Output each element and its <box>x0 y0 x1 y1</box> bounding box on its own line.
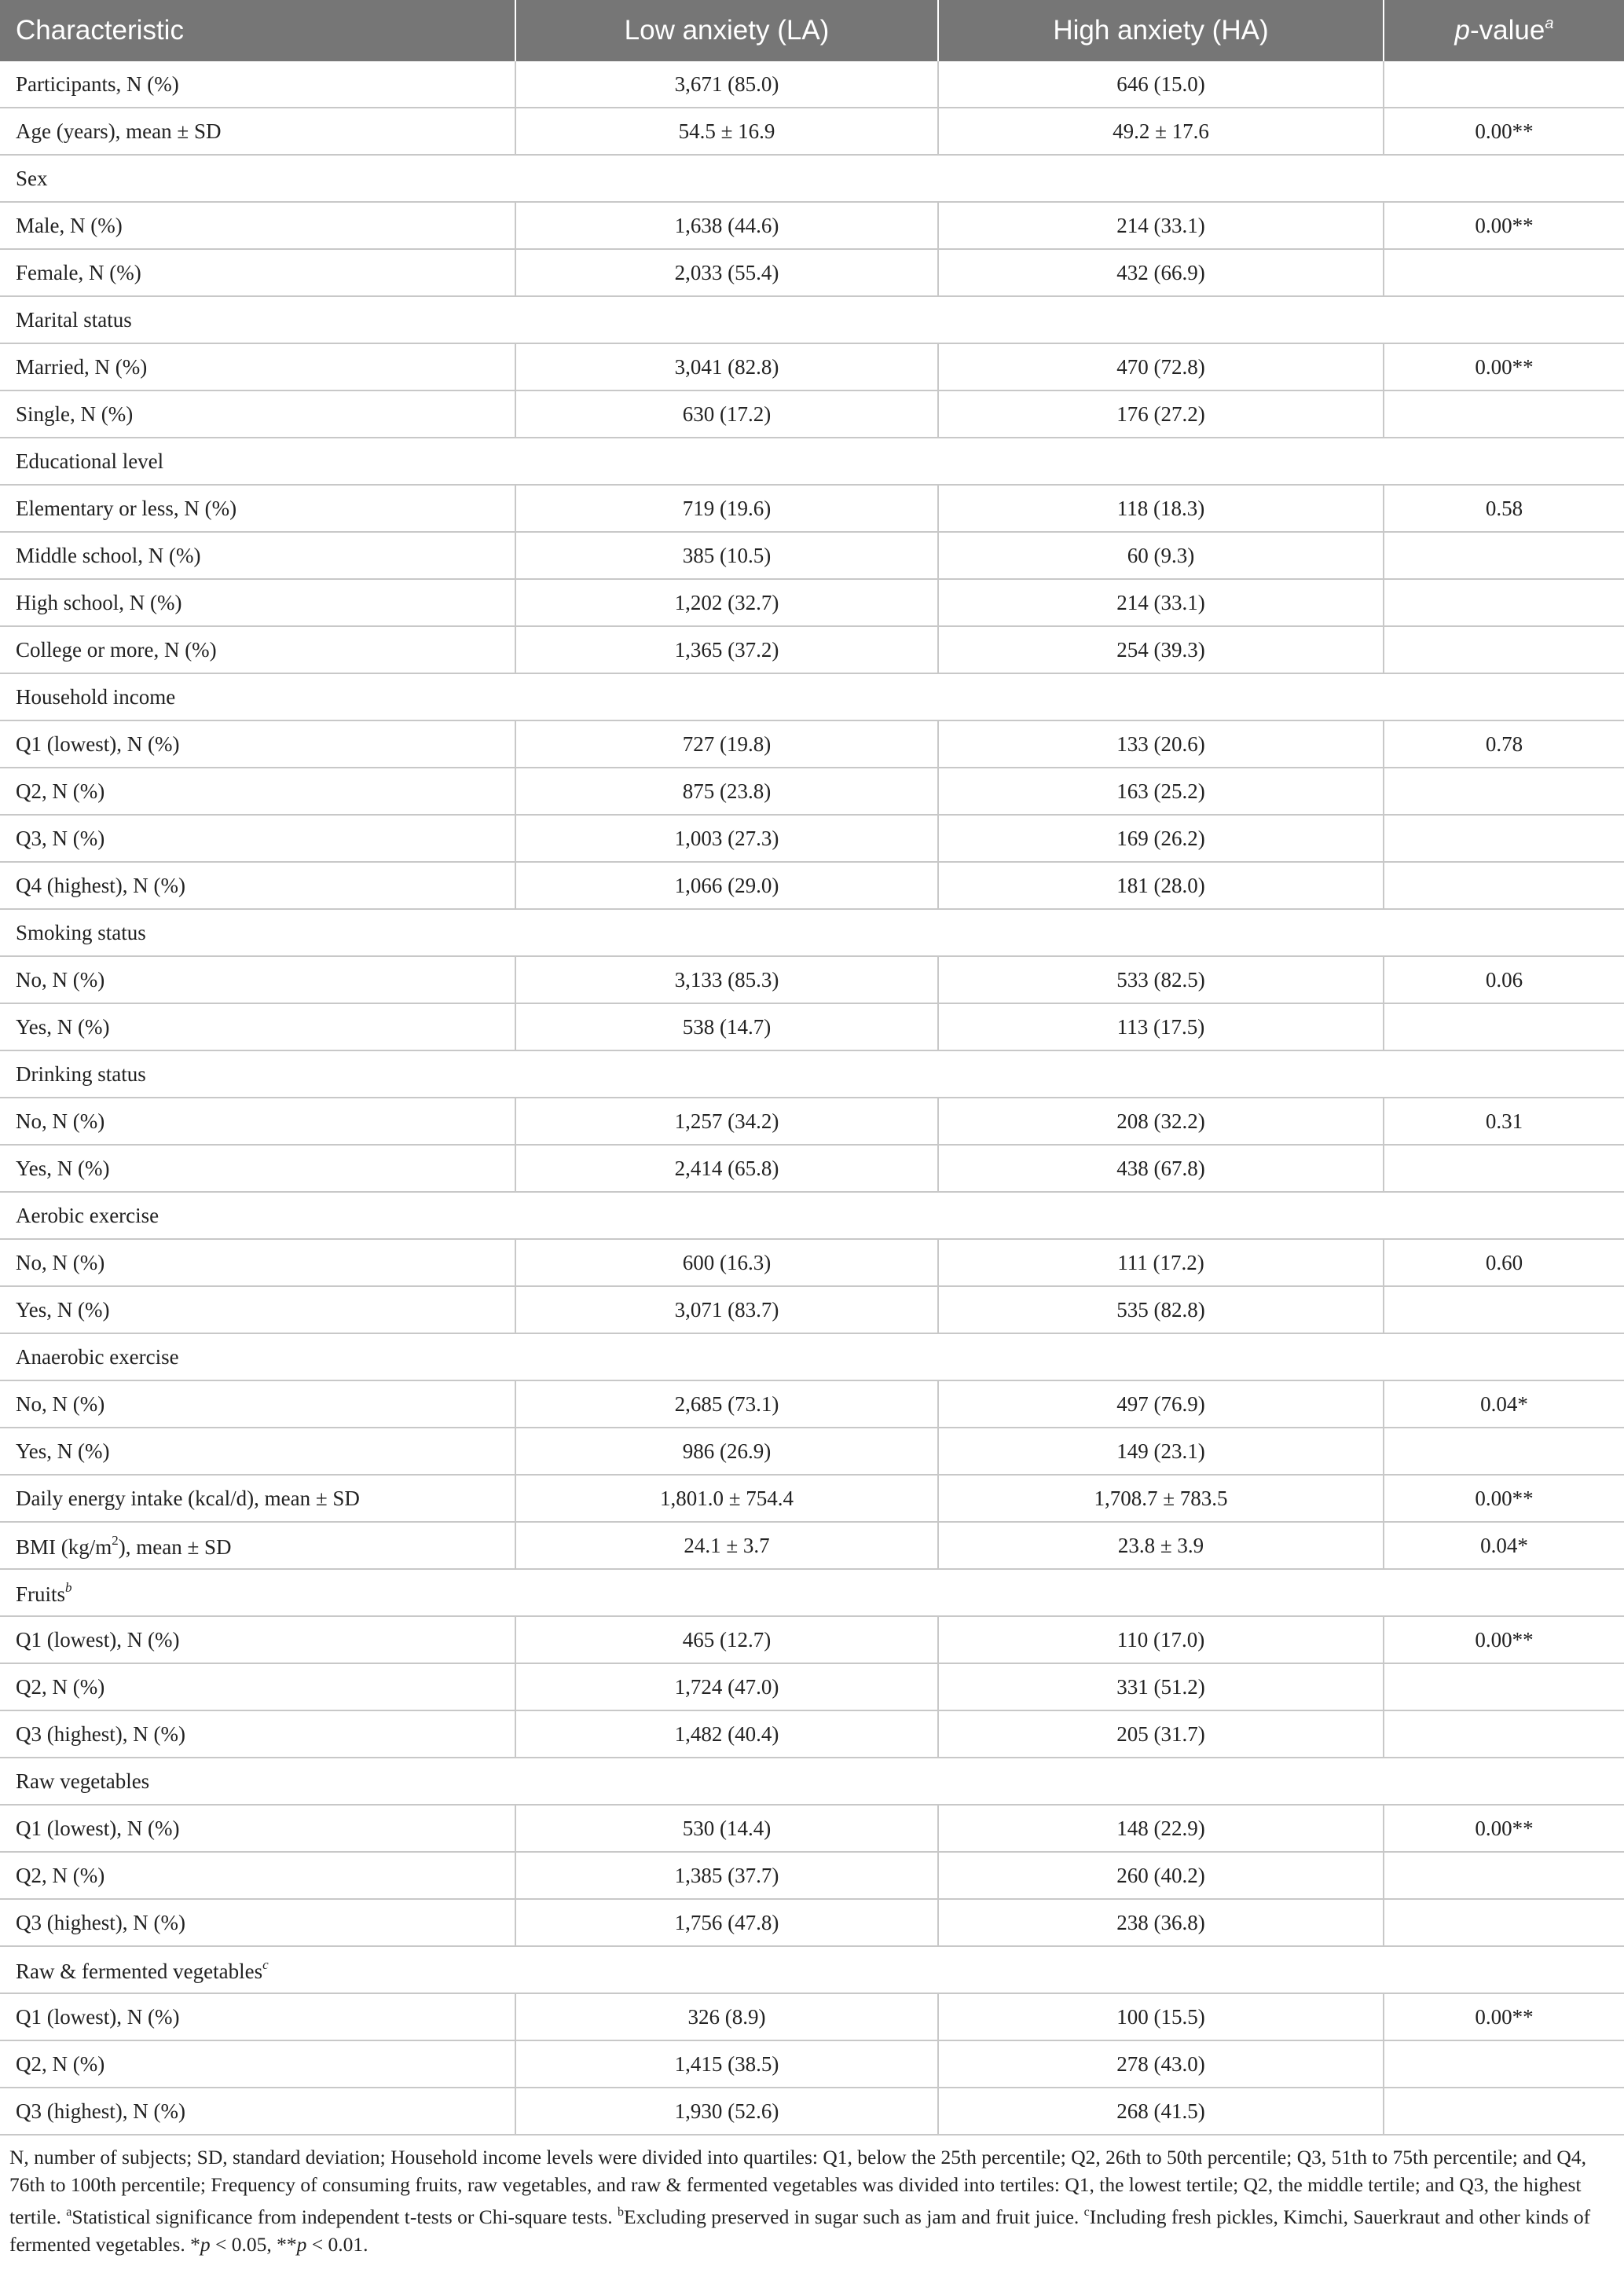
header-characteristic: Characteristic <box>0 0 515 61</box>
row-label-text: Q1 (lowest), N (%) <box>16 2004 180 2029</box>
low-anxiety-cell: 719 (19.6) <box>515 485 938 532</box>
row-label <box>0 61 515 108</box>
p-value-cell <box>1384 1286 1624 1333</box>
row-label-text-after: ), mean ± SD <box>118 1534 232 1559</box>
row-label-text: Participants, N (%) <box>16 71 179 96</box>
row-label <box>0 1805 515 1852</box>
group-header-row <box>0 155 1624 202</box>
low-anxiety-cell: 1,724 (47.0) <box>515 1663 938 1710</box>
group-header-row <box>0 1758 1624 1805</box>
row-label <box>0 815 515 862</box>
row-label-text: BMI (kg/m <box>16 1534 112 1559</box>
high-anxiety-cell: 113 (17.5) <box>938 1003 1384 1050</box>
row-label-superscript: 2 <box>112 1532 119 1548</box>
low-anxiety-cell: 986 (26.9) <box>515 1428 938 1475</box>
table-row <box>0 249 1624 296</box>
group-label <box>0 1758 1624 1805</box>
table-footnote <box>0 2136 1624 2258</box>
high-anxiety-cell: 148 (22.9) <box>938 1805 1384 1852</box>
low-anxiety-cell: 2,414 (65.8) <box>515 1145 938 1192</box>
table-row <box>0 1098 1624 1145</box>
p-value-cell <box>1384 1003 1624 1050</box>
row-label <box>0 956 515 1003</box>
table-row <box>0 1993 1624 2040</box>
table-row <box>0 579 1624 626</box>
row-label-text: Q2, N (%) <box>16 779 105 803</box>
high-anxiety-cell: 438 (67.8) <box>938 1145 1384 1192</box>
table-row <box>0 626 1624 673</box>
high-anxiety-cell: 646 (15.0) <box>938 61 1384 108</box>
low-anxiety-cell: 385 (10.5) <box>515 532 938 579</box>
p-value-cell <box>1384 1145 1624 1192</box>
row-label <box>0 532 515 579</box>
p-value-cell: 0.58 <box>1384 485 1624 532</box>
table-row <box>0 1710 1624 1758</box>
header-p-value <box>1384 0 1624 61</box>
table-row <box>0 1805 1624 1852</box>
p-value-cell: 0.31 <box>1384 1098 1624 1145</box>
p-value-cell <box>1384 768 1624 815</box>
group-label <box>0 296 1624 343</box>
row-label <box>0 720 515 768</box>
row-label <box>0 2088 515 2135</box>
group-header-row <box>0 1946 1624 1993</box>
high-anxiety-cell: 118 (18.3) <box>938 485 1384 532</box>
row-label-text: Daily energy intake (kcal/d), mean ± SD <box>16 1486 360 1510</box>
low-anxiety-cell: 326 (8.9) <box>515 1993 938 2040</box>
table-row <box>0 390 1624 438</box>
low-anxiety-cell: 3,071 (83.7) <box>515 1286 938 1333</box>
low-anxiety-cell: 1,202 (32.7) <box>515 579 938 626</box>
row-label-text: Married, N (%) <box>16 354 148 379</box>
table-row <box>0 2040 1624 2088</box>
row-label-text: Age (years), mean ± SD <box>16 119 222 143</box>
row-label-text: Q4 (highest), N (%) <box>16 873 185 897</box>
group-label-text: Aerobic exercise <box>16 1203 159 1227</box>
row-label <box>0 1428 515 1475</box>
p-value-cell <box>1384 61 1624 108</box>
footnote-sig1-rest: < 0.05, <box>210 2233 277 2256</box>
high-anxiety-cell: 163 (25.2) <box>938 768 1384 815</box>
row-label-text: Q3 (highest), N (%) <box>16 1721 185 1746</box>
row-label <box>0 1286 515 1333</box>
low-anxiety-cell: 1,801.0 ± 754.4 <box>515 1475 938 1522</box>
high-anxiety-cell: 176 (27.2) <box>938 390 1384 438</box>
group-label-text: Raw & fermented vegetables <box>16 1959 263 1983</box>
table-row <box>0 61 1624 108</box>
p-value-cell: 0.78 <box>1384 720 1624 768</box>
high-anxiety-cell: 149 (23.1) <box>938 1428 1384 1475</box>
row-label <box>0 1852 515 1899</box>
p-value-cell <box>1384 2088 1624 2135</box>
p-value-cell: 0.00** <box>1384 108 1624 155</box>
high-anxiety-cell: 49.2 ± 17.6 <box>938 108 1384 155</box>
p-value-cell <box>1384 532 1624 579</box>
table-row <box>0 1239 1624 1286</box>
table-row <box>0 1616 1624 1663</box>
row-label-text: Middle school, N (%) <box>16 543 201 567</box>
table-row <box>0 485 1624 532</box>
row-label-text: Q1 (lowest), N (%) <box>16 731 180 756</box>
p-value-cell: 0.06 <box>1384 956 1624 1003</box>
group-header-row <box>0 1050 1624 1098</box>
low-anxiety-cell: 24.1 ± 3.7 <box>515 1522 938 1569</box>
high-anxiety-cell: 100 (15.5) <box>938 1993 1384 2040</box>
p-value-cell <box>1384 1899 1624 1946</box>
low-anxiety-cell: 1,066 (29.0) <box>515 862 938 909</box>
table-row <box>0 1522 1624 1569</box>
row-label-text: Yes, N (%) <box>16 1156 110 1180</box>
low-anxiety-cell: 1,930 (52.6) <box>515 2088 938 2135</box>
row-label <box>0 1239 515 1286</box>
table-row <box>0 1145 1624 1192</box>
group-header-row <box>0 909 1624 956</box>
p-value-cell <box>1384 626 1624 673</box>
high-anxiety-cell: 238 (36.8) <box>938 1899 1384 1946</box>
high-anxiety-cell: 214 (33.1) <box>938 202 1384 249</box>
row-label-text: No, N (%) <box>16 967 105 992</box>
p-value-cell <box>1384 579 1624 626</box>
group-label <box>0 1569 1624 1616</box>
header-p-suffix: -value <box>1470 15 1545 46</box>
low-anxiety-cell: 1,482 (40.4) <box>515 1710 938 1758</box>
group-label-text: Educational level <box>16 449 164 473</box>
row-label <box>0 485 515 532</box>
row-label <box>0 1145 515 1192</box>
row-label <box>0 390 515 438</box>
high-anxiety-cell: 214 (33.1) <box>938 579 1384 626</box>
footnote-sig2-rest: < 0.01. <box>306 2233 368 2256</box>
p-value-cell <box>1384 2040 1624 2088</box>
group-header-row <box>0 438 1624 485</box>
group-header-row <box>0 1333 1624 1380</box>
footnote-b-mark: b <box>618 2205 625 2219</box>
row-label-text: Male, N (%) <box>16 213 123 237</box>
row-label <box>0 1993 515 2040</box>
row-label-text: Q1 (lowest), N (%) <box>16 1816 180 1840</box>
high-anxiety-cell: 1,708.7 ± 783.5 <box>938 1475 1384 1522</box>
group-header-row <box>0 673 1624 720</box>
table-row <box>0 532 1624 579</box>
p-value-cell <box>1384 1663 1624 1710</box>
row-label <box>0 1380 515 1428</box>
row-label <box>0 862 515 909</box>
footnote-sig2-star: ** <box>277 2233 297 2256</box>
table-row <box>0 1663 1624 1710</box>
table-row <box>0 343 1624 390</box>
high-anxiety-cell: 205 (31.7) <box>938 1710 1384 1758</box>
group-label-text: Raw vegetables <box>16 1769 150 1793</box>
p-value-cell <box>1384 1428 1624 1475</box>
p-value-cell: 0.00** <box>1384 1475 1624 1522</box>
row-label-text: Q2, N (%) <box>16 1674 105 1699</box>
low-anxiety-cell: 54.5 ± 16.9 <box>515 108 938 155</box>
high-anxiety-cell: 535 (82.8) <box>938 1286 1384 1333</box>
row-label <box>0 1663 515 1710</box>
table-header-row <box>0 0 1624 61</box>
high-anxiety-cell: 169 (26.2) <box>938 815 1384 862</box>
p-value-cell: 0.04* <box>1384 1522 1624 1569</box>
footnote-b-text: Excluding preserved in sugar such as jam and fruit juice. <box>624 2205 1084 2228</box>
low-anxiety-cell: 538 (14.7) <box>515 1003 938 1050</box>
p-value-cell <box>1384 1710 1624 1758</box>
row-label <box>0 1522 515 1569</box>
table-row <box>0 768 1624 815</box>
group-label-text: Household income <box>16 684 176 709</box>
row-label-text: Q1 (lowest), N (%) <box>16 1627 180 1652</box>
table-row <box>0 108 1624 155</box>
high-anxiety-cell: 470 (72.8) <box>938 343 1384 390</box>
row-label <box>0 202 515 249</box>
group-label <box>0 1946 1624 1993</box>
table-row <box>0 815 1624 862</box>
group-label <box>0 1192 1624 1239</box>
row-label-text: Yes, N (%) <box>16 1439 110 1463</box>
low-anxiety-cell: 1,385 (37.7) <box>515 1852 938 1899</box>
table-row <box>0 1380 1624 1428</box>
group-label-text: Anaerobic exercise <box>16 1344 179 1369</box>
header-p-letter: p <box>1454 15 1470 46</box>
group-label <box>0 673 1624 720</box>
row-label-text: Q2, N (%) <box>16 2051 105 2076</box>
p-value-cell: 0.60 <box>1384 1239 1624 1286</box>
p-value-cell <box>1384 815 1624 862</box>
footnote-sig2-p: p <box>296 2233 307 2256</box>
low-anxiety-cell: 1,638 (44.6) <box>515 202 938 249</box>
row-label <box>0 579 515 626</box>
p-value-cell <box>1384 390 1624 438</box>
row-label <box>0 768 515 815</box>
row-label <box>0 1003 515 1050</box>
row-label-text: No, N (%) <box>16 1109 105 1133</box>
high-anxiety-cell: 331 (51.2) <box>938 1663 1384 1710</box>
p-value-cell: 0.00** <box>1384 1616 1624 1663</box>
p-value-cell: 0.00** <box>1384 202 1624 249</box>
high-anxiety-cell: 254 (39.3) <box>938 626 1384 673</box>
group-label-text: Marital status <box>16 307 132 332</box>
high-anxiety-cell: 208 (32.2) <box>938 1098 1384 1145</box>
high-anxiety-cell: 181 (28.0) <box>938 862 1384 909</box>
p-value-cell: 0.00** <box>1384 343 1624 390</box>
group-label-text: Sex <box>16 166 48 190</box>
row-label-text: Female, N (%) <box>16 260 141 284</box>
low-anxiety-cell: 465 (12.7) <box>515 1616 938 1663</box>
footnote-c-mark: c <box>1083 2205 1090 2219</box>
row-label-text: Yes, N (%) <box>16 1297 110 1322</box>
high-anxiety-cell: 278 (43.0) <box>938 2040 1384 2088</box>
footnote-sig1-star: * <box>190 2233 200 2256</box>
row-label <box>0 1475 515 1522</box>
row-label-text: Elementary or less, N (%) <box>16 496 237 520</box>
row-label <box>0 1098 515 1145</box>
group-label <box>0 438 1624 485</box>
table-row <box>0 1428 1624 1475</box>
group-header-row <box>0 296 1624 343</box>
header-high-anxiety: High anxiety (HA) <box>938 0 1384 61</box>
row-label <box>0 1899 515 1946</box>
row-label-text: No, N (%) <box>16 1250 105 1274</box>
low-anxiety-cell: 727 (19.8) <box>515 720 938 768</box>
table-row <box>0 2088 1624 2135</box>
table-body <box>0 61 1624 2135</box>
p-value-cell: 0.00** <box>1384 1805 1624 1852</box>
table-row <box>0 720 1624 768</box>
low-anxiety-cell: 1,365 (37.2) <box>515 626 938 673</box>
row-label-text: College or more, N (%) <box>16 637 217 662</box>
high-anxiety-cell: 432 (66.9) <box>938 249 1384 296</box>
low-anxiety-cell: 3,671 (85.0) <box>515 61 938 108</box>
group-label-footnote-mark: c <box>262 1956 269 1972</box>
row-label <box>0 1710 515 1758</box>
group-label-text: Smoking status <box>16 920 146 944</box>
row-label <box>0 108 515 155</box>
low-anxiety-cell: 600 (16.3) <box>515 1239 938 1286</box>
row-label <box>0 343 515 390</box>
row-label <box>0 1616 515 1663</box>
high-anxiety-cell: 260 (40.2) <box>938 1852 1384 1899</box>
group-label-footnote-mark: b <box>65 1579 72 1595</box>
table-row <box>0 1286 1624 1333</box>
row-label-text: Q2, N (%) <box>16 1863 105 1887</box>
group-label <box>0 155 1624 202</box>
group-label <box>0 1333 1624 1380</box>
table-row <box>0 956 1624 1003</box>
low-anxiety-cell: 630 (17.2) <box>515 390 938 438</box>
low-anxiety-cell: 1,756 (47.8) <box>515 1899 938 1946</box>
low-anxiety-cell: 3,133 (85.3) <box>515 956 938 1003</box>
table-row <box>0 1003 1624 1050</box>
low-anxiety-cell: 875 (23.8) <box>515 768 938 815</box>
table-row <box>0 1852 1624 1899</box>
footnote-a-mark: a <box>66 2205 72 2219</box>
table-row <box>0 862 1624 909</box>
low-anxiety-cell: 530 (14.4) <box>515 1805 938 1852</box>
footnote-main: N, number of subjects; SD, standard deviation; Household income levels were divided into quartiles: Q1, below the 25th percentile; Q2, 26th to 50th percentile; Q3, 51th to 75th percentile; and Q4, 76th to 100th percentile; Frequency of consuming fruits, raw vegetables, and raw & fermented vegetables was divided into tertiles: Q1, the lowest tertile; Q2, the middle tertile; and Q3, the highest tertile. <box>9 2146 1586 2228</box>
table-row <box>0 202 1624 249</box>
low-anxiety-cell: 2,033 (55.4) <box>515 249 938 296</box>
high-anxiety-cell: 60 (9.3) <box>938 532 1384 579</box>
high-anxiety-cell: 497 (76.9) <box>938 1380 1384 1428</box>
group-header-row <box>0 1569 1624 1616</box>
low-anxiety-cell: 1,257 (34.2) <box>515 1098 938 1145</box>
table-row <box>0 1475 1624 1522</box>
group-label-text: Fruits <box>16 1582 66 1606</box>
p-value-cell <box>1384 862 1624 909</box>
footnote-c-text: Including fresh pickles, Kimchi, Sauerkraut and other kinds of fermented vegetables. <box>9 2205 1591 2256</box>
row-label-text: Q3 (highest), N (%) <box>16 1910 185 1934</box>
row-label <box>0 249 515 296</box>
row-label-text: Q3, N (%) <box>16 826 105 850</box>
table-row <box>0 1899 1624 1946</box>
low-anxiety-cell: 2,685 (73.1) <box>515 1380 938 1428</box>
row-label-text: Q3 (highest), N (%) <box>16 2099 185 2123</box>
footnote-a-text: Statistical significance from independent t-tests or Chi-square tests. <box>71 2205 618 2228</box>
row-label-text: Single, N (%) <box>16 401 134 426</box>
high-anxiety-cell: 111 (17.2) <box>938 1239 1384 1286</box>
row-label <box>0 626 515 673</box>
group-label <box>0 1050 1624 1098</box>
p-value-cell <box>1384 1852 1624 1899</box>
high-anxiety-cell: 133 (20.6) <box>938 720 1384 768</box>
header-p-footnote-mark: a <box>1545 15 1554 32</box>
low-anxiety-cell: 1,003 (27.3) <box>515 815 938 862</box>
group-label-text: Drinking status <box>16 1061 146 1086</box>
high-anxiety-cell: 268 (41.5) <box>938 2088 1384 2135</box>
row-label-text: No, N (%) <box>16 1391 105 1416</box>
group-label <box>0 909 1624 956</box>
high-anxiety-cell: 533 (82.5) <box>938 956 1384 1003</box>
row-label-text: High school, N (%) <box>16 590 182 614</box>
low-anxiety-cell: 1,415 (38.5) <box>515 2040 938 2088</box>
row-label-text: Yes, N (%) <box>16 1014 110 1039</box>
p-value-cell: 0.04* <box>1384 1380 1624 1428</box>
footnote-sig1-p: p <box>200 2233 211 2256</box>
p-value-cell <box>1384 249 1624 296</box>
p-value-cell: 0.00** <box>1384 1993 1624 2040</box>
high-anxiety-cell: 23.8 ± 3.9 <box>938 1522 1384 1569</box>
high-anxiety-cell: 110 (17.0) <box>938 1616 1384 1663</box>
group-header-row <box>0 1192 1624 1239</box>
header-low-anxiety: Low anxiety (LA) <box>515 0 938 61</box>
row-label <box>0 2040 515 2088</box>
low-anxiety-cell: 3,041 (82.8) <box>515 343 938 390</box>
